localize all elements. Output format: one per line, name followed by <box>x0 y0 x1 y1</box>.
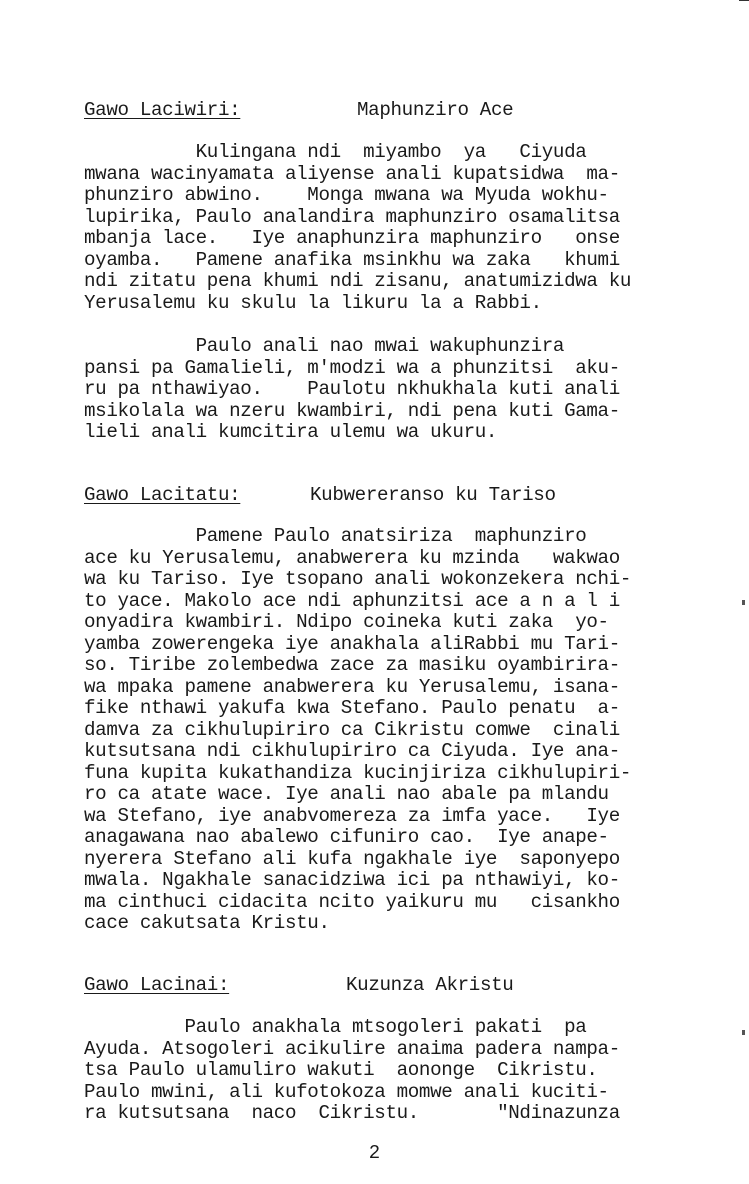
section-title: Maphunziro Ace <box>357 99 514 121</box>
text-line: mbanja lace. Iye anaphunzira maphunziro onse <box>84 227 620 249</box>
text-line: kutsutsana ndi cikhulupiriro ca Ciyuda. Iye ana- <box>84 740 620 762</box>
text-line: wa ku Tariso. Iye tsopano anali wokonzekera nchi- <box>84 568 632 590</box>
text-line: msikolala wa nzeru kwambiri, ndi pena kuti Gama- <box>84 399 620 422</box>
section-label: Gawo Lacinai: <box>84 974 230 996</box>
text-line: mwala. Ngakhale sanacidziwa ici pa nthawiyi, ko- <box>84 869 620 891</box>
text-line: wa Stefano, iye anabvomereza za imfa yace. Iye <box>84 804 620 827</box>
text-line: Paulo anali nao mwai wakuphunzira <box>84 335 565 357</box>
page-number: 2 <box>368 1142 381 1164</box>
text-line: tsa Paulo ulamuliro wakuti aononge Cikristu. <box>84 1059 598 1081</box>
text-line: ace ku Yerusalemu, anabwerera ku mzinda wakwao <box>84 546 620 569</box>
text-line: wa mpaka pamene anabwerera ku Yerusalemu, isana- <box>84 675 620 698</box>
text-line: Pamene Paulo anatsiriza maphunziro <box>84 525 587 547</box>
text-line: fike nthawi yakufa kwa Stefano. Paulo penatu a- <box>84 697 620 719</box>
section-label: Gawo Laciwiri: <box>84 99 241 121</box>
text-line: mwana wacinyamata aliyense anali kupatsidwa ma- <box>84 162 620 185</box>
text-line: yamba zowerengeka iye anakhala aliRabbi mu Tari- <box>84 632 620 655</box>
corner-mark <box>739 0 749 1</box>
section-title: Kuzunza Akristu <box>346 974 514 996</box>
margin-speck <box>742 1030 745 1035</box>
text-line: Yerusalemu ku skulu la likuru la a Rabbi. <box>84 291 542 314</box>
margin-speck <box>742 600 745 605</box>
text-line: ru pa nthawiyao. Paulotu nkhukhala kuti anali <box>84 378 620 400</box>
text-line: ra kutsutsana naco Cikristu. "Ndinazunza <box>84 1102 620 1124</box>
text-line: to yace. Makolo ace ndi aphunzitsi ace a n a l i <box>84 589 620 612</box>
text-line: funa kupita kukathandiza kucinjiriza cikhulupiri- <box>84 761 632 784</box>
text-line: pansi pa Gamalieli, m'modzi wa a phunzitsi aku- <box>84 356 620 379</box>
text-line: Paulo anakhala mtsogoleri pakati pa <box>84 1016 587 1038</box>
text-line: Ayuda. Atsogoleri acikulire anaima padera nampa- <box>84 1037 620 1060</box>
section-title: Kubwereranso ku Tariso <box>310 484 556 506</box>
text-line: nyerera Stefano ali kufa ngakhale iye saponyepo <box>84 847 620 870</box>
text-line: cace cakutsata Kristu. <box>84 912 330 934</box>
text-line: ro ca atate wace. Iye anali nao abale pa mlandu <box>84 783 609 805</box>
text-line: damva za cikhulupiriro ca Cikristu comwe cinali <box>84 718 620 741</box>
text-line: onyadira kwambiri. Ndipo coineka kuti zaka yo- <box>84 611 609 633</box>
text-line: anagawana nao abalewo cifuniro cao. Iye anape- <box>84 826 609 848</box>
text-line: oyamba. Pamene anafika msinkhu wa zaka khumi <box>84 248 620 271</box>
text-line: phunziro abwino. Monga mwana wa Myuda wokhu- <box>84 184 609 206</box>
text-line: Kulingana ndi miyambo ya Ciyuda <box>84 141 587 163</box>
text-line: lieli anali kumcitira ulemu wa ukuru. <box>84 421 498 443</box>
section-label: Gawo Lacitatu: <box>84 484 241 506</box>
text-line: lupirika, Paulo analandira maphunziro osamalitsa <box>84 205 620 228</box>
text-line: Paulo mwini, ali kufotokoza momwe anali kuciti- <box>84 1080 609 1103</box>
text-line: ndi zitatu pena khumi ndi zisanu, anatumizidwa ku <box>84 270 632 292</box>
text-line: so. Tiribe zolembedwa zace za masiku oyambirira- <box>84 654 620 676</box>
text-line: ma cinthuci cidacita ncito yaikuru mu cisankho <box>84 890 620 913</box>
